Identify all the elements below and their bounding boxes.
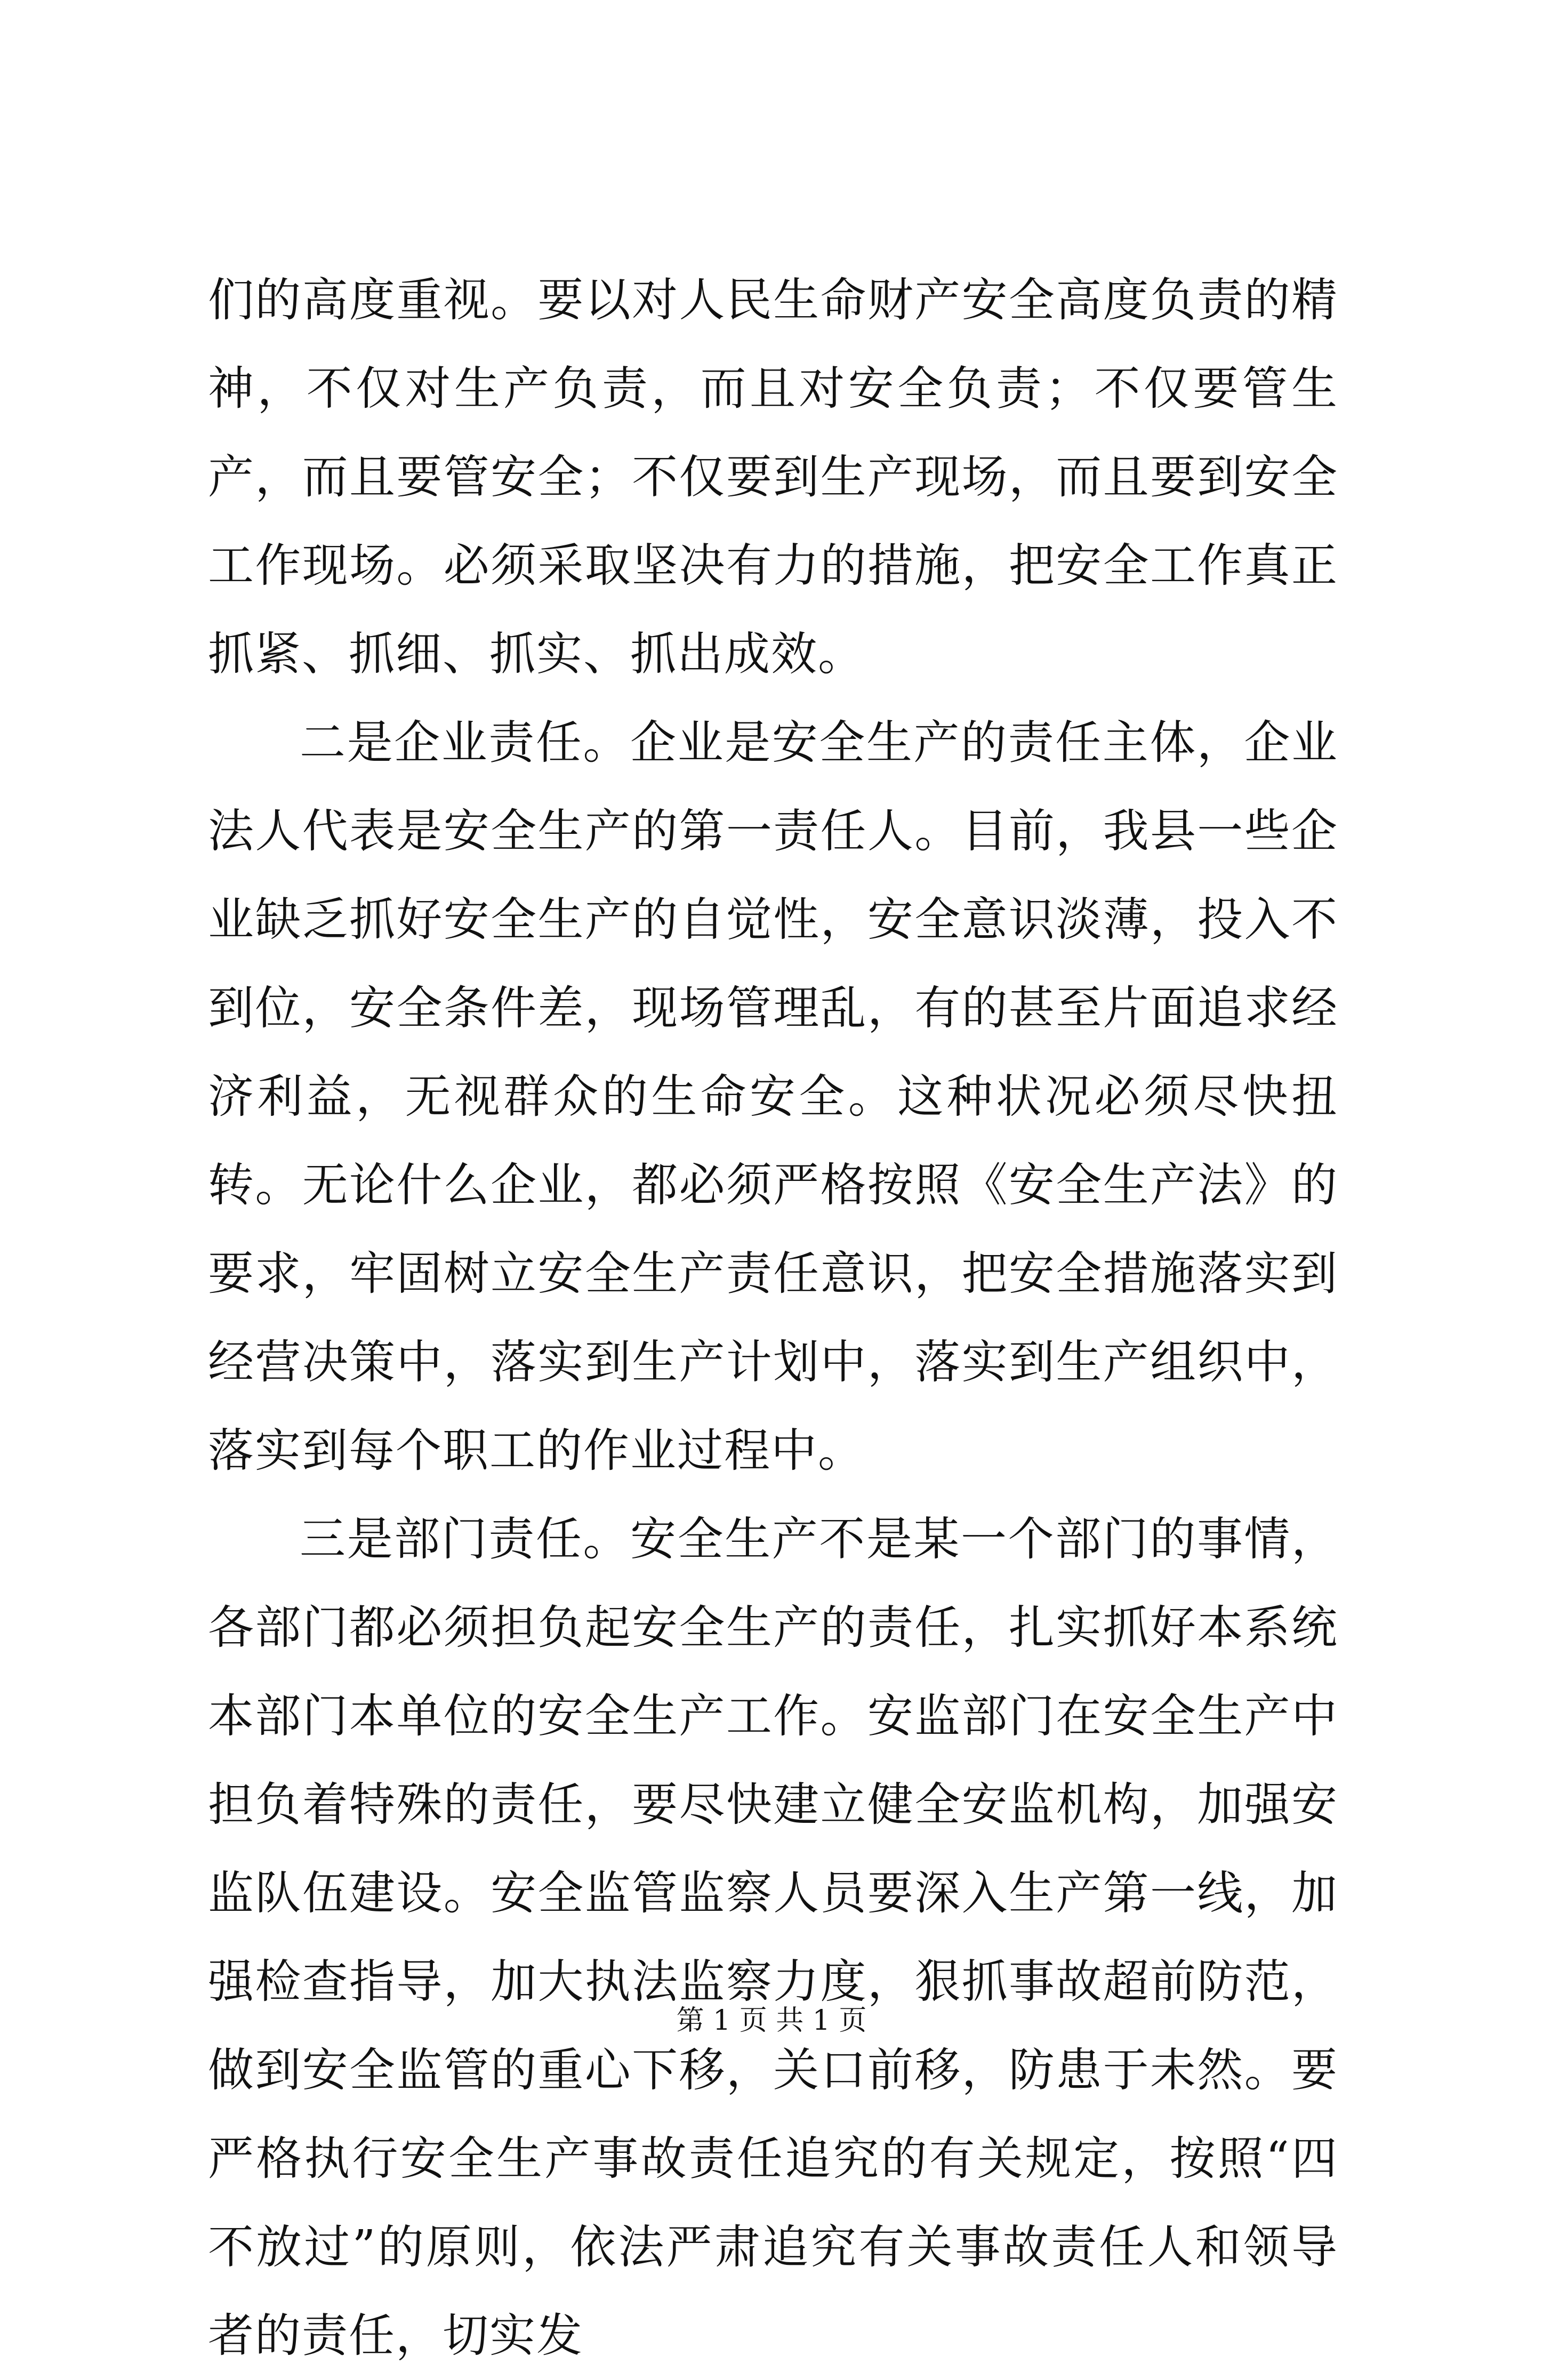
paragraph-enterprise-responsibility: 二是企业责任。企业是安全生产的责任主体，企业法人代表是安全生产的第一责任人。目前，我县一些企业缺乏抓好安全生产的自觉性，安全意识淡薄，投入不到位，安全条件差，现场管理乱，有的甚至片面追求经济利益，无视群众的生命安全。这种状况必须尽快扭转。无论什么企业，都必须严格按照《安全生产法》的要求，牢固树立安全生产责任意识，把安全措施落实到经营决策中，落实到生产计划中，落实到生产组织中，落实到每个职工的作业过程中。 xyxy=(208,716,1338,1477)
page-footer: 第 1 页 共 1 页 xyxy=(676,2005,867,2037)
document-body xyxy=(208,256,1338,2380)
paragraph-department-responsibility: 三是部门责任。安全生产不是某一个部门的事情，各部门都必须担负起安全生产的责任，扎实抓好本系统本部门本单位的安全生产工作。安监部门在安全生产中担负着特殊的责任，要尽快建立健全安监机构，加强安监队伍建设。安全监管监察人员要深入生产第一线，加强检查指导，加大执法监察力度，狠抓事故超前防范，做到安全监管的重心下移，关口前移，防患于未然。要严格执行安全生产事故责任追究的有关规定，按照“四不放过”的原则，依法严肃追究有关事故责任人和领导者的责任，切实发 xyxy=(208,1513,1338,2362)
paragraph-continued: 们的高度重视。要以对人民生命财产安全高度负责的精神，不仅对生产负责，而且对安全负责；不仅要管生产，而且要管安全；不仅要到生产现场，而且要到安全工作现场。必须采取坚决有力的措施，把安全工作真正抓紧、抓细、抓实、抓出成效。 xyxy=(208,274,1338,681)
